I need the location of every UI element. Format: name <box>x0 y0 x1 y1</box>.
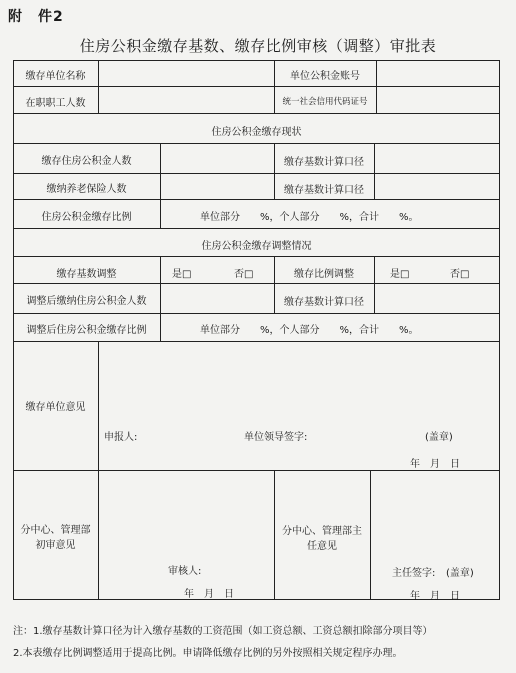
row-line <box>13 86 500 87</box>
payers-label: 缴存住房公积金人数 <box>41 156 132 167</box>
current-status-section-title: 住房公积金缴存现状 <box>211 127 302 138</box>
row-line <box>13 256 500 257</box>
director-sign-label: 主任签字: <box>392 568 436 579</box>
row-line <box>13 341 500 342</box>
row-line <box>13 143 500 144</box>
seal-label: (盖章) <box>425 432 453 443</box>
unit-opinion-date: 年 月 日 <box>410 459 460 470</box>
col-line <box>160 143 161 199</box>
branch-director-date: 年 月 日 <box>410 591 460 602</box>
branch-director-label-line1: 分中心、管理部主 <box>282 526 362 537</box>
row-line <box>13 113 500 114</box>
base-adjust-yes-checkbox[interactable]: 是□ <box>172 269 192 280</box>
pension-label: 缴纳养老保险人数 <box>46 184 127 195</box>
row-line <box>13 283 500 284</box>
base-adjust-no-checkbox[interactable]: 否□ <box>234 269 254 280</box>
col-line <box>374 143 375 199</box>
base-adjust-label: 缴存基数调整 <box>56 269 117 280</box>
ratio-text: 单位部分 %，个人部分 %，合计 %。 <box>200 212 419 223</box>
ratio-adjust-label: 缴存比例调整 <box>294 269 354 280</box>
unit-opinion-label: 缴存单位意见 <box>25 402 86 413</box>
ratio-label: 住房公积金缴存比例 <box>41 212 132 223</box>
ratio-adjust-no-checkbox[interactable]: 否□ <box>450 269 470 280</box>
base-scope-label: 缴存基数计算口径 <box>284 185 364 196</box>
col-line <box>374 256 375 313</box>
branch-initial-label-line1: 分中心、管理部 <box>20 525 91 536</box>
col-line <box>370 470 371 600</box>
col-line <box>160 199 161 228</box>
col-line <box>98 60 99 113</box>
row-line <box>13 470 500 471</box>
row-line <box>13 173 500 174</box>
row-line <box>13 228 500 229</box>
after-ratio-label: 调整后住房公积金缴存比例 <box>26 325 147 336</box>
after-ratio-text: 单位部分 %，个人部分 %，合计 %。 <box>200 325 419 336</box>
after-scope-label: 缴存基数计算口径 <box>284 297 364 308</box>
applicant-label: 申报人: <box>104 432 138 443</box>
adjustment-section-title: 住房公积金缴存调整情况 <box>201 241 312 252</box>
col-line <box>376 60 377 113</box>
col-line <box>160 313 161 341</box>
employees-label: 在职职工人数 <box>25 98 86 109</box>
director-seal-label: (盖章) <box>446 568 474 579</box>
branch-initial-date: 年 月 日 <box>184 589 234 600</box>
col-line <box>98 341 99 470</box>
attachment-label: 附 件2 <box>8 9 64 25</box>
note-1: 注：1.缴存基数计算口径为计入缴存基数的工资范围（如工资总额、工资总额扣除部分项目等） <box>13 626 433 637</box>
after-payers-label: 调整后缴纳住房公积金人数 <box>26 296 147 307</box>
unit-name-label: 缴存单位名称 <box>25 71 86 82</box>
leader-sign-label: 单位领导签字: <box>244 432 308 443</box>
col-line <box>160 256 161 313</box>
form-title: 住房公积金缴存基数、缴存比例审核（调整）审批表 <box>79 37 437 55</box>
branch-initial-label-line2: 初审意见 <box>35 540 76 551</box>
col-line <box>98 470 99 600</box>
note-2: 2.本表缴存比例调整适用于提高比例。申请降低缴存比例的另外按照相关规定程序办理。 <box>13 648 403 659</box>
reviewer-label: 审核人: <box>168 566 202 577</box>
account-label: 单位公积金账号 <box>290 71 360 82</box>
credit-code-label: 统一社会信用代码证号 <box>282 97 368 107</box>
row-line <box>13 313 500 314</box>
row-line <box>13 199 500 200</box>
branch-director-label-line2: 任意见 <box>307 541 337 552</box>
ratio-adjust-yes-checkbox[interactable]: 是□ <box>390 269 410 280</box>
base-scope-label: 缴存基数计算口径 <box>284 157 364 168</box>
